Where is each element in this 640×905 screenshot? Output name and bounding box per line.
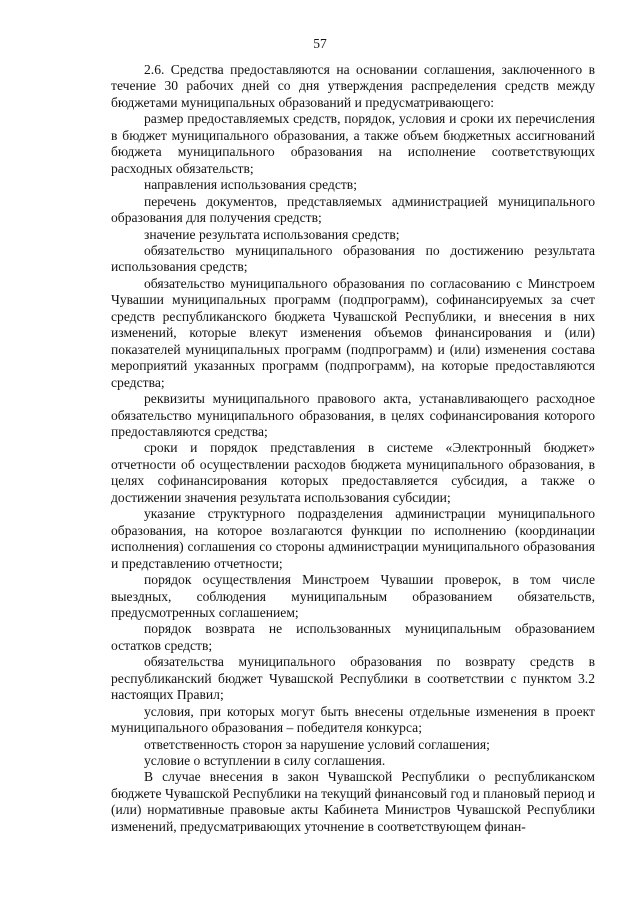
paragraph-unused-funds-return: порядок возврата не использованных муниципальным образованием остатков средств;: [111, 621, 595, 653]
paragraph-project-changes: условия, при которых могут быть внесены отдельные изменения в проект муниципального образования – победителя конкурса;: [111, 703, 595, 736]
paragraph-liability: ответственность сторон за нарушение условий соглашения;: [144, 736, 490, 752]
paragraph-refund-obligations: обязательства муниципального образования по возврату средств в республиканский бюджет Чувашской Республики в соответствии с пунктом 3.2 настоящих Правил;: [111, 654, 595, 703]
paragraph-usage-directions: направления использования средств;: [144, 177, 358, 193]
paragraph-2-6-intro: 2.6. Средства предоставляются на основании соглашения, заключенного в течение 30 рабочих дней со дня утверждения распределения средств между бюджетами муниципальных образований и предусматривающего:: [111, 62, 595, 110]
paragraph-inspections: порядок осуществления Минстроем Чувашии проверок, в том числе выездных, соблюдения муниципальным образованием обязательств, предусмотренных соглашением;: [111, 572, 595, 620]
paragraph-programs-approval: обязательство муниципального образования по согласованию с Минстроем Чувашии муниципальных программ (подпрограмм), софинансируемых за счет средств республиканского бюджета Чувашской Республики, и внесения в них изменений, которые влекут изменения объемов финансирования и (или) показателей муниципальных программ (подпрограмм) и (или) изменения состава мероприятий указанных программ (подпрограмм), на которые предоставляются средства;: [111, 275, 595, 390]
paragraph-documents-list: перечень документов, представляемых администрацией муниципального образования для получения средств;: [111, 193, 595, 226]
paragraph-entry-into-force: условие о вступлении в силу соглашения.: [144, 753, 386, 769]
paragraph-legal-act-details: реквизиты муниципального правового акта, устанавливающего расходное обязательство муниципального образования, в целях софинансирования которого предоставляются средства;: [111, 391, 595, 439]
document-body: [111, 62, 595, 835]
paragraph-funds-amount: размер предоставляемых средств, порядок, условия и сроки их перечисления в бюджет муниципального образования, а также объем бюджетных ассигнований бюджета муниципального образования на исполнение соответствующих расходных обязательств;: [111, 111, 595, 176]
paragraph-reporting-terms: сроки и порядок представления в системе «Электронный бюджет» отчетности об осуществлении расходов бюджета муниципального образования, в целях софинансирования которых предоставляется субсидия, а также о достижении значения результата использования субсидии;: [111, 440, 595, 505]
page-number: 57: [313, 36, 327, 51]
paragraph-result-obligation: обязательство муниципального образования по достижению результата использования средств;: [111, 242, 595, 275]
paragraph-budget-amendments: В случае внесения в закон Чувашской Республики о республиканском бюджете Чувашской Республики на текущий финансовый год и плановый период и (или) нормативные правовые акты Кабинета Министров Чувашской Республики изменений, предусматривающих уточнение в соответствующем финан-: [111, 769, 595, 834]
paragraph-result-value: значение результата использования средств;: [144, 226, 400, 242]
paragraph-responsible-unit: указание структурного подразделения администрации муниципального образования, на которое возлагаются функции по исполнению (координации исполнения) соглашения со стороны администрации муниципального образования и представлению отчетности;: [111, 506, 595, 571]
